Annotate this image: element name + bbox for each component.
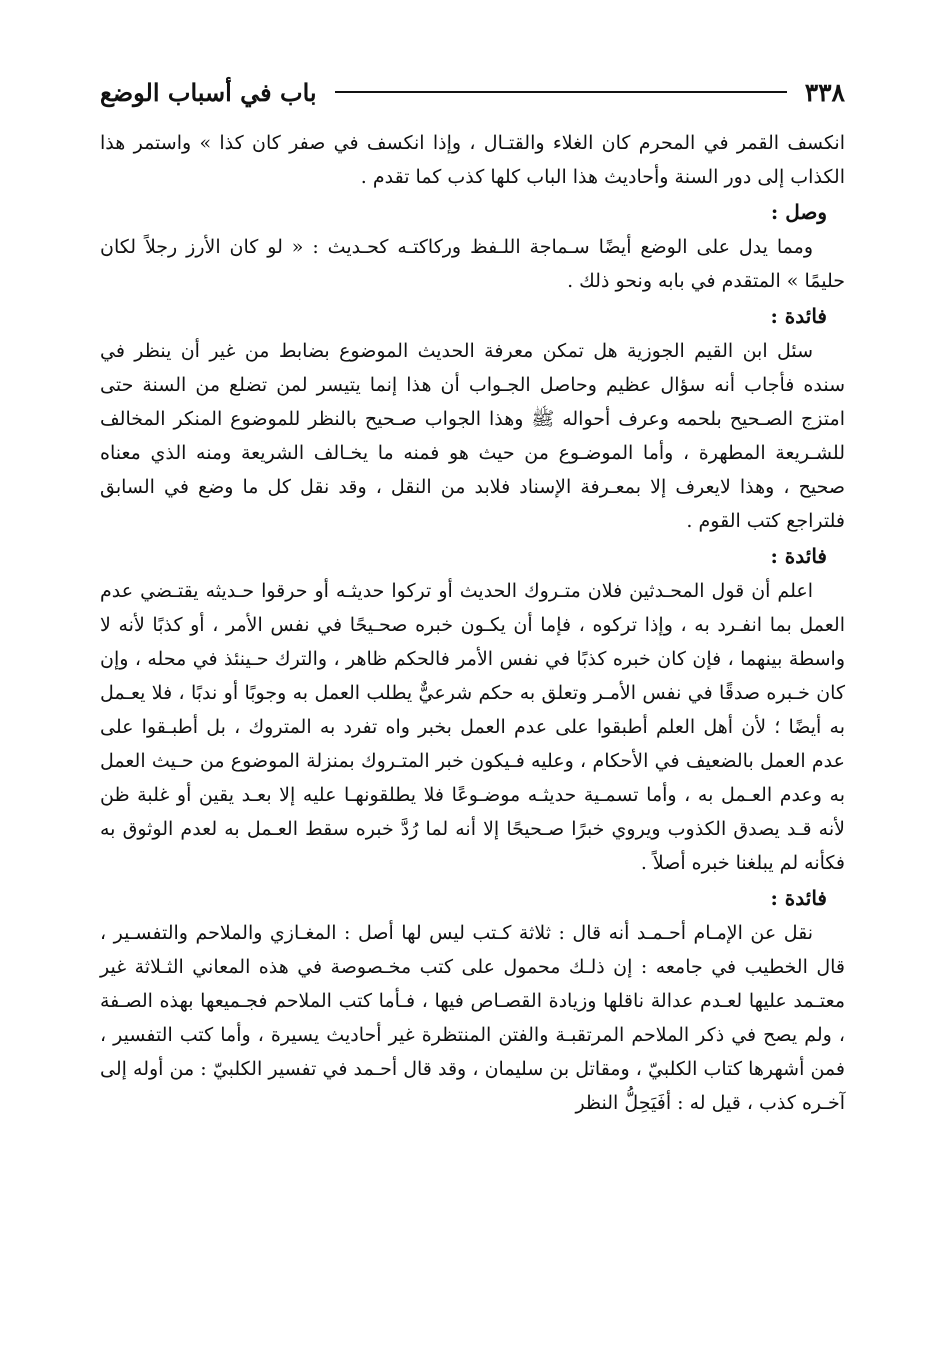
paragraph-ibn-qayyim: سئل ابن القيم الجوزية هل تمكن معرفة الحديث الموضوع بضابط من غير أن ينظر في سنده فأجاب أنه سؤال عظيم وحاصل الجـواب أن هذا إنما يتيسر لمن تضلع من السنة حتى امتزج الصـحيح بلحمه وعرف أحواله ﷺ وهذا الجواب صـحيح بالنظر للموضوع المنكر المخالف للشـريعة المطهرة ، وأما الموضـوع من حيث هو فمنه ما يخـالف الشريعة ومنه الذي معناه صحيح ، وهذا لايعرف إلا بمعـرفة الإسناد فلابد من النقل ، وقد نقل كل ما وضع في السابق فلتراجع كتب القوم . (100, 340, 845, 532)
running-title: باب في أسباب الوضع (100, 77, 317, 107)
paragraph-matruk: اعلم أن قول المحـدثين فلان متـروك الحديث أو تركوا حديثـه أو حرقوا حـديثه يقتـضي عدم العمل بما انفـرد به ، وإذا تركوه ، فإما أن يكـون خبره صحـيحًا في نفس الأمر ، أو كذبًا لأنه لا واسطة بينهما ، فإن كان خبره كذبًا في نفس الأمر فالحكم ظاهر ، والترك حـينئذ في محله ، وإن كان خـبره صدقًا في نفس الأمـر وتعلق به حكم شرعيٌّ يطلب العمل به وجوبًا أو ندبًا ، فلا يعـمل به أيضًا ؛ لأن أهل العلم أطبقوا على عدم العمل بخبر واه تفرد به المتروك ، بل أطبـقوا على عدم العمل بالضعيف في الأحكام ، وعليه فـيكون خبر المتـروك بمنزلة الموضوع من حـيث العمل به وعدم العـمل به ، وأما تسمـية حديثـه موضـوعًا فلا يطلقونهـا عليه إلا بعـد يقين أو غلبة ظن لأنه قـد يصدق الكذوب ويروي خبرًا صـحيحًا إلا أنه لما رُدَّ خبره سقط العـمل به لعدم الوثوق به فكأنه لم يبلغنا خبره أصلاً . (100, 580, 845, 874)
header-rule (335, 91, 787, 93)
page-body (100, 126, 845, 1120)
page-header (100, 70, 845, 114)
paragraph-style-weakness: ومما يدل على الوضع أيضًا سـماجة اللـفظ وركاكتـه كحـديث : « لو كان الأرز رجلاً لكان حليمًا » المتقدم في بابه ونحو ذلك . (100, 236, 845, 292)
page-number: ٣٣٨ (804, 77, 845, 107)
section-heading-faida-1: فائدة : (770, 304, 827, 328)
section-heading-wasl: وصل : (770, 200, 827, 224)
paragraph-eclipse: انكسف القمر في المحرم كان الغلاء والقتـال ، وإذا انكسف في صفر كان كذا » واستمر هذا الكذاب إلى دور السنة وأحاديث هذا الباب كلها كذب كما تقدم . (100, 132, 845, 188)
section-heading-faida-3: فائدة : (770, 886, 827, 910)
paragraph-three-books: نقل عن الإمـام أحـمـد أنه قال : ثلاثة كـتب ليس لها أصل : المغـازي والملاحم والتفسـير ، قال الخطيب في جامعه : إن ذلـك محمول على كتب مخـصوصة في هذه المعاني الثـلاثة غير معتـمد عليها لعـدم عدالة ناقلها وزيادة القصـاص فيها ، فـأما كتب الملاحم فجـميعها بهذه الصـفة ، ولم يصح في ذكر الملاحم المرتقبـة والفتن المنتظرة غير أحاديث يسيرة ، وأما كتب التفسير ، فمن أشهرها كتاب الكلبيّ ، ومقاتل بن سليمان ، وقد قال أحـمد في تفسير الكلبيّ : من أوله إلى آخـره كذب ، قيل له : أفَيَحِلُّ النظر (100, 922, 845, 1114)
section-heading-faida-2: فائدة : (770, 544, 827, 568)
book-page (100, 60, 845, 1330)
